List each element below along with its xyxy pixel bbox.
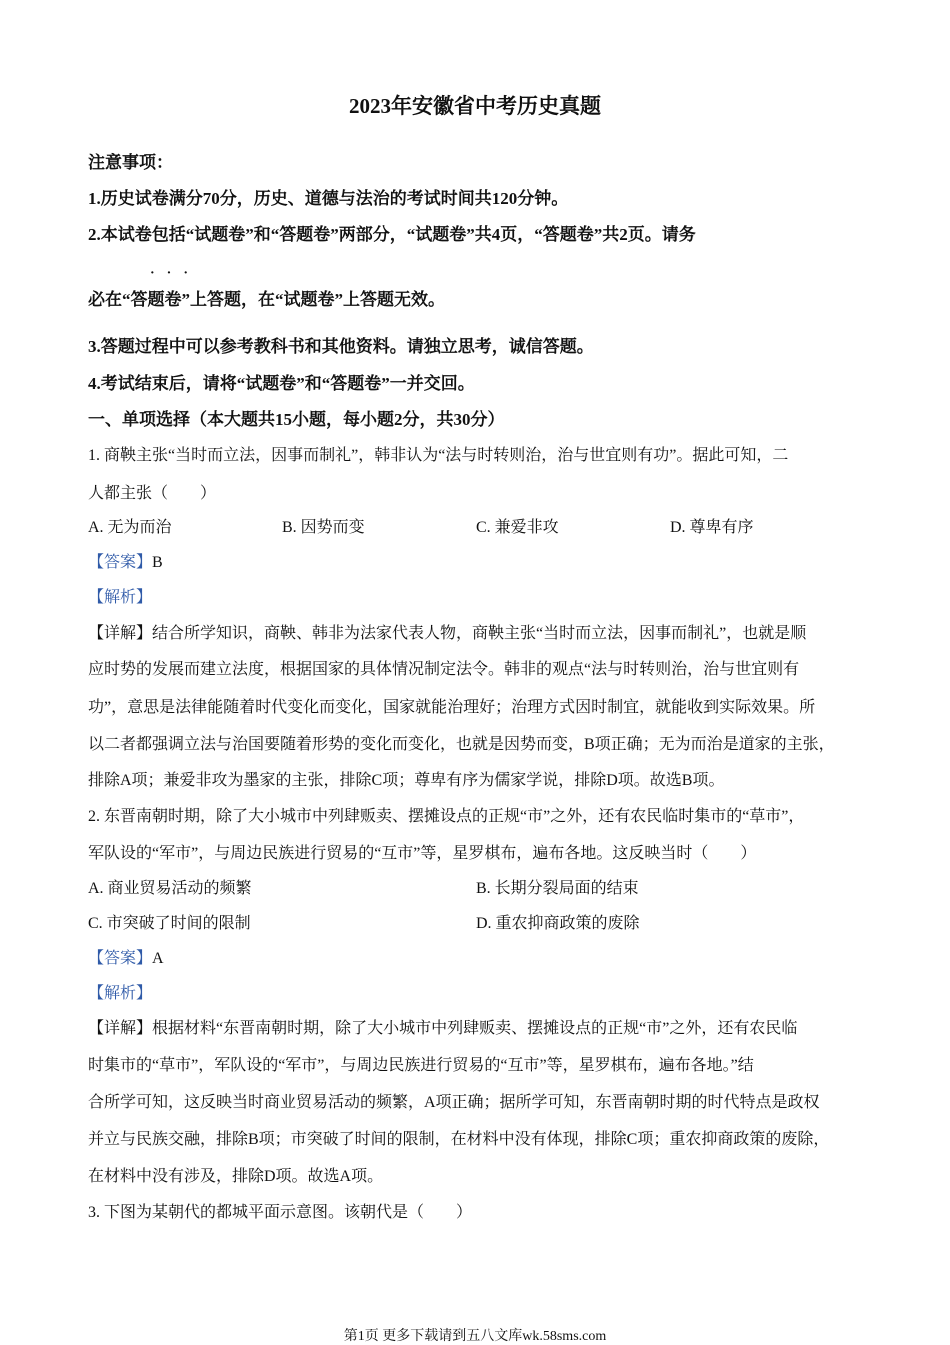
question-1-text: 人都主张（ ） bbox=[88, 485, 217, 502]
q1-answer bbox=[88, 549, 163, 572]
q2-option-b: B. 长期分裂局面的结束 bbox=[476, 880, 639, 897]
q2-option-a: A. 商业贸易活动的频繁 bbox=[88, 880, 252, 897]
emphasis-dots: ··· bbox=[150, 266, 201, 281]
answer-value: A bbox=[152, 950, 164, 967]
q2-detail-line bbox=[88, 1015, 797, 1038]
notice-item: 1.历史试卷满分70分，历史、道德与法治的考试时间共120分钟。 bbox=[88, 189, 569, 208]
q1-analysis-tag: 【解析】 bbox=[88, 589, 153, 606]
answer-tag: 【答案】 bbox=[88, 950, 153, 967]
q2-detail-line: 在材料中没有涉及，排除D项。故选A项。 bbox=[88, 1168, 384, 1185]
detail-tag: 【详解】 bbox=[88, 1020, 153, 1037]
notice-item: 4.考试结束后，请将“试题卷”和“答题卷”一并交回。 bbox=[88, 374, 475, 393]
q1-detail-line bbox=[88, 620, 806, 643]
section-heading: 一、单项选择（本大题共15小题，每小题2分，共30分） bbox=[88, 410, 505, 429]
answer-value: B bbox=[152, 554, 163, 571]
q1-option-a: A. 无为而治 bbox=[88, 519, 172, 536]
question-1-text: 1. 商鞅主张“当时而立法，因事而制礼”，韩非认为“法与时转则治，治与世宜则有功”。据此可知，二 bbox=[88, 447, 789, 464]
q1-detail-line: 排除A项；兼爱非攻为墨家的主张，排除C项；尊卑有序为儒家学说，排除D项。故选B项。 bbox=[88, 772, 725, 789]
detail-tag: 【详解】 bbox=[88, 625, 153, 642]
question-3-text: 3. 下图为某朝代的都城平面示意图。该朝代是（ ） bbox=[88, 1204, 473, 1221]
detail-text: 根据材料“东晋南朝时期，除了大小城市中列肆贩卖、摆摊设点的正规“市”之外，还有农民临 bbox=[152, 1020, 798, 1037]
answer-tag: 【答案】 bbox=[88, 554, 153, 571]
page-footer: 第1页 更多下载请到五八文库wk.58sms.com bbox=[343, 1329, 607, 1344]
q1-detail-line: 以二者都强调立法与治国要随着形势的变化而变化，也就是因势而变，B项正确；无为而治是道家的主张， bbox=[88, 736, 835, 753]
question-2-text: 2. 东晋南朝时期，除了大小城市中列肆贩卖、摆摊设点的正规“市”之外，还有农民临时集市的“草市”， bbox=[88, 808, 805, 825]
q2-option-c: C. 市突破了时间的限制 bbox=[88, 915, 251, 932]
q1-detail-line: 应时势的发展而建立法度，根据国家的具体情况制定法令。韩非的观点“法与时转则治，治与世宜则有 bbox=[88, 661, 800, 678]
q2-analysis-tag: 【解析】 bbox=[88, 985, 153, 1002]
notice-heading: 注意事项： bbox=[88, 153, 173, 172]
q1-option-c: C. 兼爱非攻 bbox=[476, 519, 559, 536]
q1-option-b: B. 因势而变 bbox=[282, 519, 365, 536]
notice-item: 3.答题过程中可以参考教科书和其他资料。请独立思考，诚信答题。 bbox=[88, 337, 594, 356]
question-2-text: 军队设的“军市”，与周边民族进行贸易的“互市”等，星罗棋布，遍布各地。这反映当时（ ） bbox=[88, 845, 757, 862]
q2-detail-line: 合所学可知，这反映当时商业贸易活动的频繁，A项正确；据所学可知，东晋南朝时期的时代特点是政权 bbox=[88, 1094, 820, 1111]
q2-detail-line: 时集市的“草市”，军队设的“军市”，与周边民族进行贸易的“互市”等，星罗棋布，遍布各地。”结 bbox=[88, 1057, 754, 1074]
page-title: 2023年安徽省中考历史真题 bbox=[349, 94, 601, 118]
notice-item: 必在“答题卷”上答题，在“试题卷”上答题无效。 bbox=[88, 290, 445, 309]
q1-option-d: D. 尊卑有序 bbox=[670, 519, 754, 536]
notice-item: 2.本试卷包括“试题卷”和“答题卷”两部分，“试题卷”共4页，“答题卷”共2页。请务 bbox=[88, 225, 696, 244]
q2-option-d: D. 重农抑商政策的废除 bbox=[476, 915, 640, 932]
q2-answer bbox=[88, 945, 164, 968]
q2-detail-line: 并立与民族交融，排除B项；市突破了时间的限制，在材料中没有体现，排除C项；重农抑商政策的废除， bbox=[88, 1131, 830, 1148]
detail-text: 结合所学知识，商鞅、韩非为法家代表人物，商鞅主张“当时而立法，因事而制礼”，也就是顺 bbox=[152, 625, 807, 642]
q1-detail-line: 功”，意思是法律能随着时代变化而变化，国家就能治理好；治理方式因时制宜，就能收到实际效果。所 bbox=[88, 699, 816, 716]
